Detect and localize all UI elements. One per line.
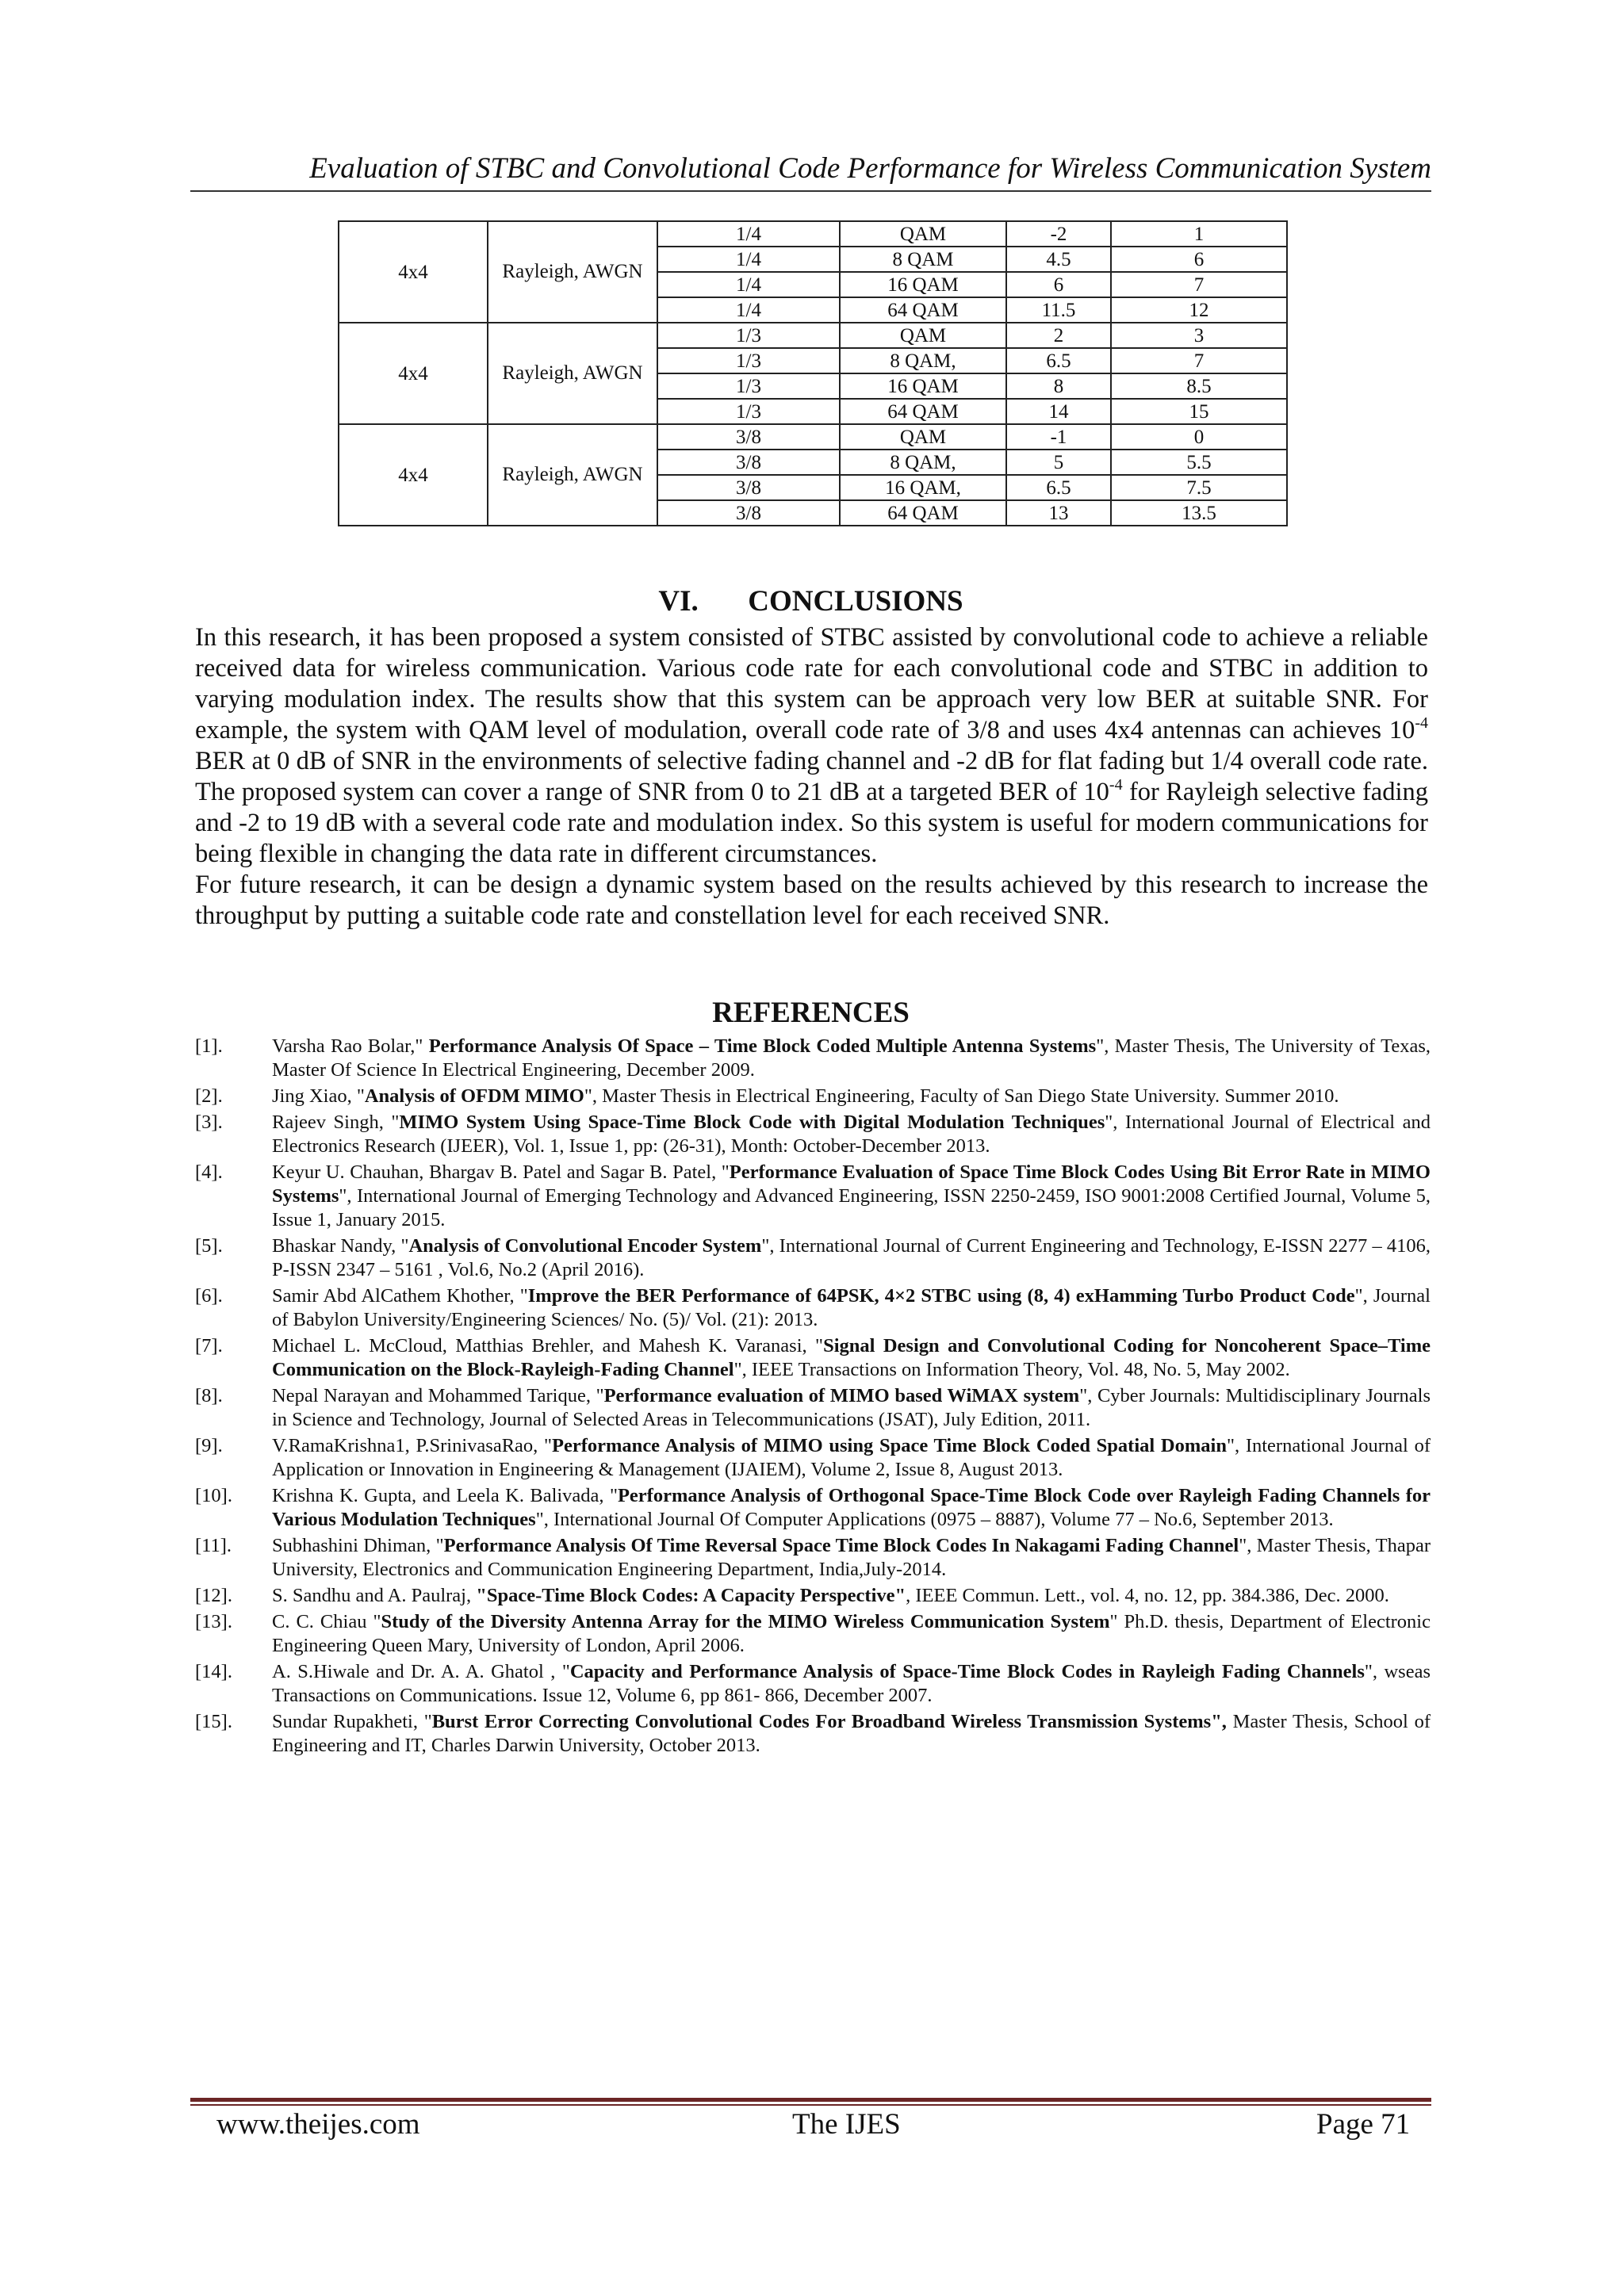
reference-title: Study of the Diversity Antenna Array for the MIMO Wireless Communication System	[381, 1611, 1110, 1632]
reference-title: MIMO System Using Space-Time Block Code with Digital Modulation Techniques	[399, 1112, 1105, 1133]
snr-cell: 7	[1111, 272, 1287, 297]
reference-item	[195, 1584, 1431, 1608]
table-row	[339, 323, 1287, 348]
section-title: CONCLUSIONS	[748, 585, 963, 618]
table-row	[339, 221, 1287, 247]
footer-rule	[190, 2098, 1431, 2102]
snr-cell: -1	[1006, 424, 1111, 450]
conclusions-paragraph-2: For future research, it can be design a dynamic system based on the results achieved by this research to increase the throughput by putting a suitable code rate and constellation level for each received SNR.	[195, 871, 1428, 930]
reference-number: [6].	[195, 1285, 223, 1307]
reference-item	[195, 1085, 1431, 1108]
snr-cell: 6	[1006, 272, 1111, 297]
reference-title: Performance Analysis of MIMO using Space Time Block Coded Spatial Domain	[552, 1435, 1227, 1456]
reference-text: Krishna K. Gupta, and Leela K. Balivada, "Performance Analysis of Orthogonal Space-Time Block Code over Rayleigh Fading Channels for Various Modulation Techniques", International Journal Of Computer Applications (0975 – 8887), Volume 77 – No.6, September 2013.	[272, 1485, 1431, 1530]
reference-number: [12].	[195, 1585, 232, 1606]
modulation-cell: 64 QAM	[840, 500, 1006, 526]
reference-text: V.RamaKrishna1, P.SrinivasaRao, "Performance Analysis of MIMO using Space Time Block Coded Spatial Domain", International Journal of Application or Innovation in Engineering & Management (IJAIEM), Volume 2, Issue 8, August 2013.	[272, 1435, 1431, 1480]
reference-text: Rajeev Singh, "MIMO System Using Space-Time Block Code with Digital Modulation Techniques", International Journal of Electrical and Electronics Research (IJEER), Vol. 1, Issue 1, pp: (26-31), Month: October-December 2013.	[272, 1112, 1431, 1157]
reference-number: [7].	[195, 1335, 223, 1357]
reference-item	[195, 1534, 1431, 1582]
channel-cell: Rayleigh, AWGN	[488, 323, 657, 424]
table-row	[339, 424, 1287, 450]
conclusions-body	[195, 622, 1428, 932]
results-table-body	[339, 221, 1287, 526]
reference-text: Keyur U. Chauhan, Bhargav B. Patel and Sagar B. Patel, "Performance Evaluation of Space Time Block Codes Using Bit Error Rate in MIMO Systems", International Journal of Emerging Technology and Advanced Engineering, ISSN 2250-2459, ISO 9001:2008 Certified Journal, Volume 5, Issue 1, January 2015.	[272, 1161, 1431, 1230]
reference-title: Capacity and Performance Analysis of Space-Time Block Codes in Rayleigh Fading Channels	[569, 1661, 1365, 1682]
code-rate-cell: 3/8	[657, 475, 840, 500]
modulation-cell: QAM	[840, 323, 1006, 348]
reference-number: [5].	[195, 1235, 223, 1257]
reference-number: [8].	[195, 1385, 223, 1406]
snr-cell: 8.5	[1111, 373, 1287, 399]
code-rate-cell: 3/8	[657, 424, 840, 450]
snr-cell: 1	[1111, 221, 1287, 247]
snr-cell: 7	[1111, 348, 1287, 373]
reference-title: "Space-Time Block Codes: A Capacity Perspective"	[476, 1585, 906, 1606]
reference-text: C. C. Chiau "Study of the Diversity Antenna Array for the MIMO Wireless Communication System" Ph.D. thesis, Department of Electronic Engineering Queen Mary, University of London, April 2006.	[272, 1611, 1431, 1656]
reference-number: [3].	[195, 1112, 223, 1133]
snr-cell: 6.5	[1006, 348, 1111, 373]
reference-text: A. S.Hiwale and Dr. A. A. Ghatol , "Capacity and Performance Analysis of Space-Time Block Codes in Rayleigh Fading Channels", wseas Transactions on Communications. Issue 12, Volume 6, pp 861- 866, December 2007.	[272, 1661, 1431, 1706]
footer-page-number: Page 71	[1316, 2108, 1411, 2141]
footer-journal: The IJES	[792, 2108, 901, 2141]
modulation-cell: 8 QAM,	[840, 450, 1006, 475]
channel-cell: Rayleigh, AWGN	[488, 221, 657, 323]
reference-item	[195, 1111, 1431, 1158]
reference-title: Improve the BER Performance of 64PSK, 4×2 STBC using (8, 4) exHamming Turbo Product Code	[527, 1285, 1355, 1307]
snr-cell: 3	[1111, 323, 1287, 348]
reference-item	[195, 1284, 1431, 1332]
running-header: Evaluation of STBC and Convolutional Code Performance for Wireless Communication System	[309, 152, 1431, 185]
reference-number: [14].	[195, 1661, 232, 1682]
reference-number: [4].	[195, 1161, 223, 1183]
snr-cell: 13	[1006, 500, 1111, 526]
reference-text: Subhashini Dhiman, "Performance Analysis Of Time Reversal Space Time Block Codes In Nakagami Fading Channel", Master Thesis, Thapar University, Electronics and Communication Engineering Department, India,July-2014.	[272, 1535, 1431, 1580]
code-rate-cell: 1/3	[657, 399, 840, 424]
code-rate-cell: 3/8	[657, 450, 840, 475]
reference-item	[195, 1660, 1431, 1708]
results-table	[338, 220, 1288, 526]
reference-item	[195, 1434, 1431, 1482]
snr-cell: 11.5	[1006, 297, 1111, 323]
code-rate-cell: 1/4	[657, 221, 840, 247]
reference-title: Signal Design and Convolutional Coding for Noncoherent Space–Time Communication on the Block-Rayleigh-Fading Channel	[272, 1335, 1431, 1380]
reference-item	[195, 1234, 1431, 1282]
code-rate-cell: 1/4	[657, 247, 840, 272]
reference-text: Michael L. McCloud, Matthias Brehler, and Mahesh K. Varanasi, "Signal Design and Convolutional Coding for Noncoherent Space–Time Communication on the Block-Rayleigh-Fading Channel", IEEE Transactions on Information Theory, Vol. 48, No. 5, May 2002.	[272, 1335, 1431, 1380]
code-rate-cell: 1/3	[657, 348, 840, 373]
reference-item	[195, 1484, 1431, 1532]
snr-cell: 5.5	[1111, 450, 1287, 475]
reference-item	[195, 1035, 1431, 1082]
reference-title: Performance Evaluation of Space Time Block Codes Using Bit Error Rate in MIMO Systems	[272, 1161, 1431, 1207]
antenna-config-cell: 4x4	[339, 424, 488, 526]
snr-cell: 6	[1111, 247, 1287, 272]
reference-title: Analysis of OFDM MIMO	[364, 1085, 584, 1107]
snr-cell: 5	[1006, 450, 1111, 475]
reference-text: Sundar Rupakheti, "Burst Error Correcting Convolutional Codes For Broadband Wireless Transmission Systems", Master Thesis, School of Engineering and IT, Charles Darwin University, October 2013.	[272, 1711, 1431, 1756]
reference-title: Burst Error Correcting Convolutional Codes For Broadband Wireless Transmission Systems",	[431, 1711, 1227, 1732]
modulation-cell: 8 QAM	[840, 247, 1006, 272]
code-rate-cell: 3/8	[657, 500, 840, 526]
reference-text: Varsha Rao Bolar," Performance Analysis Of Space – Time Block Coded Multiple Antenna Systems", Master Thesis, The University of Texas, Master Of Science In Electrical Engineering, December 2009.	[272, 1035, 1431, 1081]
modulation-cell: QAM	[840, 424, 1006, 450]
snr-cell: 7.5	[1111, 475, 1287, 500]
reference-text: Nepal Narayan and Mohammed Tarique, "Performance evaluation of MIMO based WiMAX system", Cyber Journals: Multidisciplinary Journals in Science and Technology, Journal of Selected Areas in Telecommunications (JSAT), July Edition, 2011.	[272, 1385, 1431, 1430]
snr-cell: 2	[1006, 323, 1111, 348]
reference-text: Bhaskar Nandy, "Analysis of Convolutional Encoder System", International Journal of Current Engineering and Technology, E-ISSN 2277 – 4106, P-ISSN 2347 – 5161 , Vol.6, No.2 (April 2016).	[272, 1235, 1431, 1280]
modulation-cell: 64 QAM	[840, 399, 1006, 424]
section-number: VI.	[658, 585, 699, 618]
snr-cell: 13.5	[1111, 500, 1287, 526]
antenna-config-cell: 4x4	[339, 221, 488, 323]
reference-number: [15].	[195, 1711, 232, 1732]
modulation-cell: 16 QAM	[840, 373, 1006, 399]
code-rate-cell: 1/4	[657, 297, 840, 323]
reference-item	[195, 1710, 1431, 1758]
conclusions-paragraph-1: In this research, it has been proposed a system consisted of STBC assisted by convolutional code to achieve a reliable received data for wireless communication. Various code rate for each convolutional code and STBC in addition to varying modulation index. The results show that this system can be approach very low BER at suitable SNR. For example, the system with QAM level of modulation, overall code rate of 3/8 and uses 4x4 antennas can achieves $10^{-4}$ BER at 0 dB of SNR in the environments of selective fading channel and -2 dB for flat fading but 1/4 overall code rate. The proposed system can cover a range of SNR from 0 to 21 dB at a targeted BER of $10^{-4}$ for Rayleigh selective fading and -2 to 19 dB with a several code rate and modulation index. So this system is useful for modern communications for being flexible in changing the data rate in different circumstances.	[195, 623, 1428, 868]
conclusions-heading	[190, 584, 1431, 619]
reference-number: [11].	[195, 1535, 232, 1556]
snr-cell: 4.5	[1006, 247, 1111, 272]
reference-number: [13].	[195, 1611, 232, 1632]
reference-title: Performance evaluation of MIMO based WiMAX system	[603, 1385, 1080, 1406]
channel-cell: Rayleigh, AWGN	[488, 424, 657, 526]
modulation-cell: 64 QAM	[840, 297, 1006, 323]
reference-title: Performance Analysis Of Time Reversal Space Time Block Codes In Nakagami Fading Channel	[443, 1535, 1239, 1556]
modulation-cell: 16 QAM	[840, 272, 1006, 297]
modulation-cell: 16 QAM,	[840, 475, 1006, 500]
references-heading: REFERENCES	[712, 997, 910, 1029]
footer-website: www.theijes.com	[216, 2108, 420, 2141]
reference-title: Analysis of Convolutional Encoder System	[408, 1235, 762, 1257]
code-rate-cell: 1/3	[657, 323, 840, 348]
reference-number: [2].	[195, 1085, 223, 1107]
reference-number: [1].	[195, 1035, 223, 1057]
snr-cell: 12	[1111, 297, 1287, 323]
code-rate-cell: 1/4	[657, 272, 840, 297]
snr-cell: 14	[1006, 399, 1111, 424]
code-rate-cell: 1/3	[657, 373, 840, 399]
snr-cell: 15	[1111, 399, 1287, 424]
antenna-config-cell: 4x4	[339, 323, 488, 424]
footer-rule-thin	[190, 2104, 1431, 2106]
snr-cell: 8	[1006, 373, 1111, 399]
reference-item	[195, 1384, 1431, 1432]
reference-item	[195, 1610, 1431, 1658]
reference-text: S. Sandhu and A. Paulraj, "Space-Time Block Codes: A Capacity Perspective", IEEE Commun. Lett., vol. 4, no. 12, pp. 384.386, Dec. 2000.	[272, 1585, 1389, 1606]
reference-text: Samir Abd AlCathem Khother, "Improve the BER Performance of 64PSK, 4×2 STBC using (8, 4) exHamming Turbo Product Code", Journal of Babylon University/Engineering Sciences/ No. (5)/ Vol. (21): 2013.	[272, 1285, 1431, 1330]
snr-cell: -2	[1006, 221, 1111, 247]
reference-number: [9].	[195, 1435, 223, 1456]
header-rule	[190, 190, 1431, 192]
snr-cell: 0	[1111, 424, 1287, 450]
reference-item	[195, 1334, 1431, 1382]
reference-text: Jing Xiao, "Analysis of OFDM MIMO", Master Thesis in Electrical Engineering, Faculty of San Diego State University. Summer 2010.	[272, 1085, 1339, 1107]
reference-title: Performance Analysis of Orthogonal Space-Time Block Code over Rayleigh Fading Channels for Various Modulation Techniques	[272, 1485, 1431, 1530]
reference-item	[195, 1161, 1431, 1232]
reference-number: [10].	[195, 1485, 232, 1506]
reference-list	[195, 1035, 1431, 1760]
modulation-cell: 8 QAM,	[840, 348, 1006, 373]
snr-cell: 6.5	[1006, 475, 1111, 500]
modulation-cell: QAM	[840, 221, 1006, 247]
reference-title: Performance Analysis Of Space – Time Block Coded Multiple Antenna Systems	[428, 1035, 1097, 1057]
